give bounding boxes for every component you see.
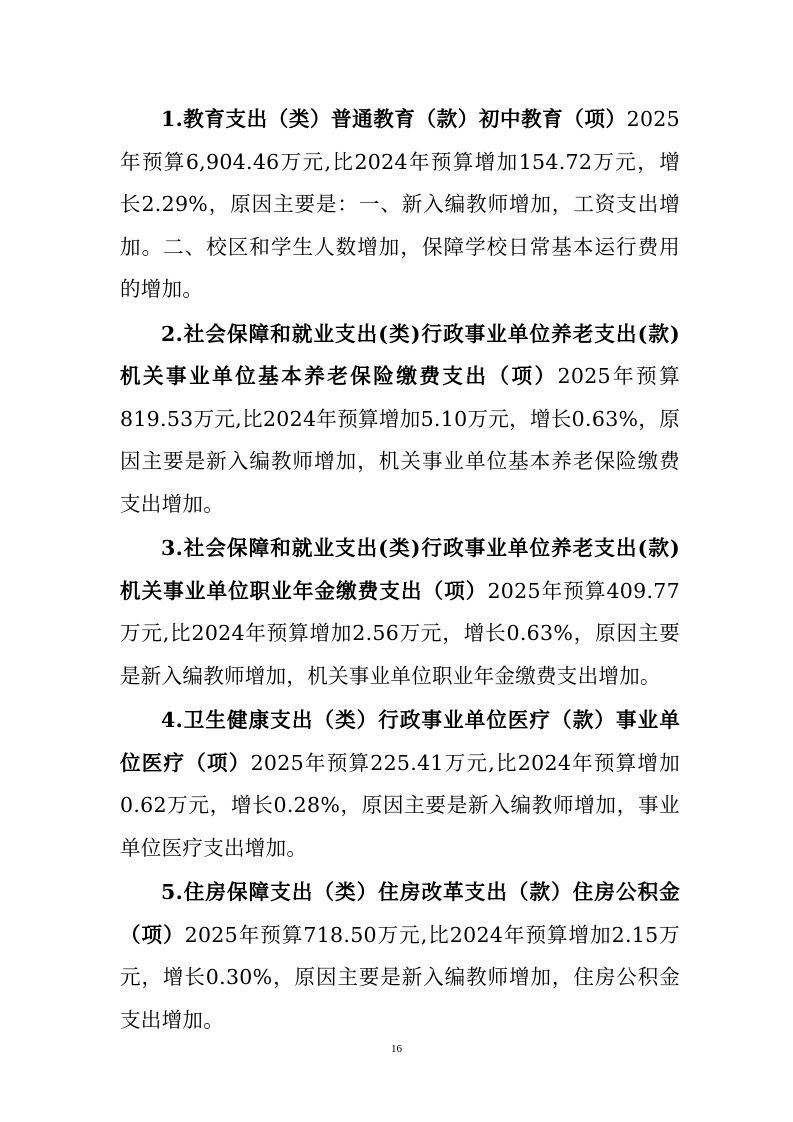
paragraph-5-body: 2025年预算718.50万元,比2024年预算增加2.15万元，增长0.30%，原因主要是新入编教师增加，住房公积金支出增加。	[120, 922, 680, 1032]
paragraph-3-heading: 3.社会保障和就业支出(类)行政事业单位养老支出(款)机关事业单位职业年金缴费支出（项）	[120, 536, 680, 603]
paragraph-4-heading: 4.卫生健康支出（类）行政事业单位医疗（款）事业单位医疗（项）	[120, 708, 680, 775]
paragraph-1-body: 2025年预算6,904.46万元,比2024年预算增加154.72万元，增长2.29%，原因主要是：一、新入编教师增加，工资支出增加。二、校区和学生人数增加，保障学校日常基本运行费用的增加。	[120, 107, 680, 301]
paragraph-4	[120, 699, 680, 869]
paragraph-3-body: 2025年预算409.77万元,比2024年预算增加2.56万元，增长0.63%，原因主要是新入编教师增加，机关事业单位职业年金缴费支出增加。	[120, 578, 680, 688]
paragraph-4-body: 2025年预算225.41万元,比2024年预算增加0.62万元，增长0.28%，原因主要是新入编教师增加，事业单位医疗支出增加。	[120, 750, 680, 860]
paragraph-1	[120, 98, 680, 311]
paragraph-1-heading: 1.教育支出（类）普通教育（款）初中教育（项）	[161, 107, 627, 131]
page-number: 16	[391, 1043, 402, 1055]
paragraph-2-heading: 2.社会保障和就业支出(类)行政事业单位养老支出(款)机关事业单位基本养老保险缴费支出（项）	[120, 321, 680, 388]
paragraph-5-heading: 5.住房保障支出（类）住房改革支出（款）住房公积金（项）	[120, 880, 680, 947]
paragraph-2	[120, 313, 680, 526]
paragraph-3	[120, 527, 680, 697]
paragraph-2-body: 2025年预算819.53万元,比2024年预算增加5.10万元，增长0.63%，原因主要是新入编教师增加，机关事业单位基本养老保险缴费支出增加。	[120, 364, 680, 516]
document-body	[120, 98, 680, 1043]
paragraph-5	[120, 871, 680, 1041]
